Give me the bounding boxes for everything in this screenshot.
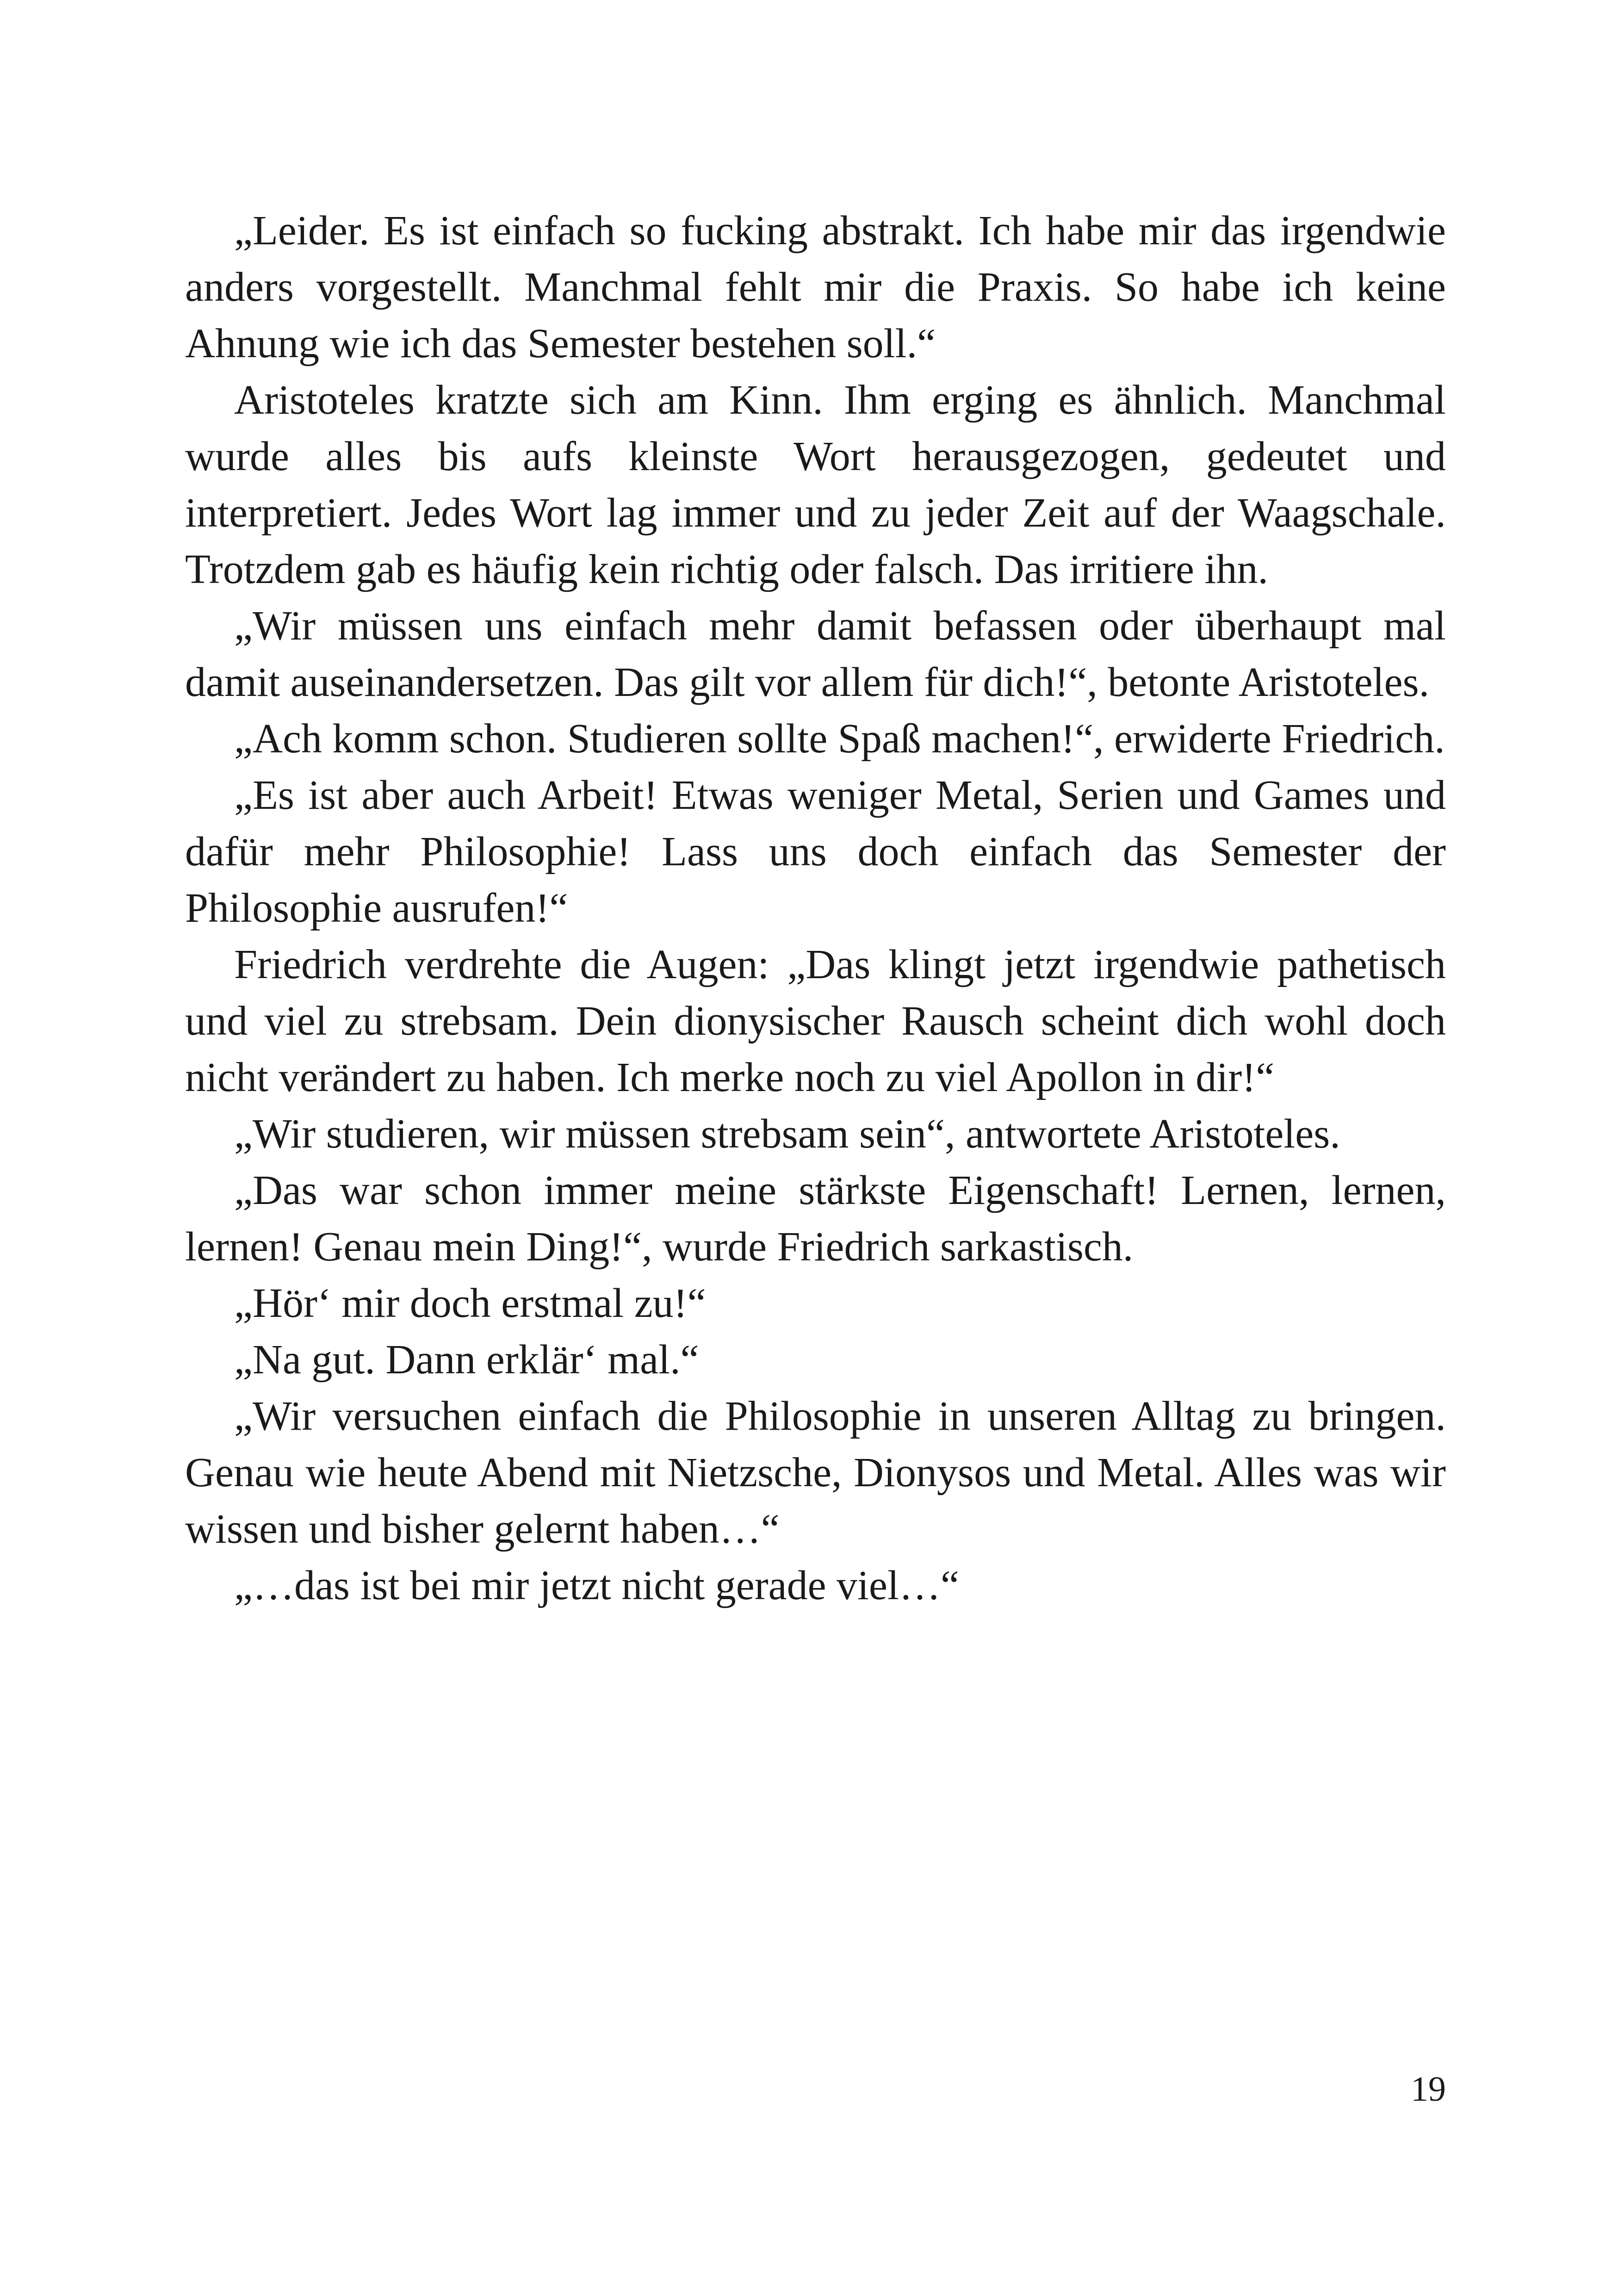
- page-number: 19: [1411, 2070, 1446, 2109]
- paragraph: Friedrich verdrehte die Augen: „Das klingt jetzt irgendwie pathetisch und viel zu strebsam. Dein dionysischer Rausch scheint dich wohl doch nicht verändert zu haben. Ich merke noch zu viel Apollon in dir!“: [185, 942, 1446, 1100]
- paragraph: „Das war schon immer meine stärkste Eigenschaft! Lernen, lernen, lernen! Genau mein Ding!“, wurde Friedrich sarkastisch.: [185, 1167, 1446, 1270]
- paragraph: „Leider. Es ist einfach so fucking abstrakt. Ich habe mir das irgendwie anders vorgestellt. Manchmal fehlt mir die Praxis. So habe ich keine Ahnung wie ich das Semester bestehen soll.“: [185, 208, 1446, 366]
- paragraph: Aristoteles kratzte sich am Kinn. Ihm erging es ähnlich. Manchmal wurde alles bis aufs kleinste Wort herausgezogen, gedeutet und interpretiert. Jedes Wort lag immer und zu jeder Zeit auf der Waagschale. Trotzdem gab es häufig kein richtig oder falsch. Das irritiere ihn.: [185, 377, 1446, 592]
- paragraph: „Ach komm schon. Studieren sollte Spaß machen!“, erwiderte Friedrich.: [234, 716, 1445, 762]
- paragraph: „Wir studieren, wir müssen strebsam sein“, antwortete Aristoteles.: [234, 1111, 1340, 1157]
- paragraph: „Wir müssen uns einfach mehr damit befassen oder überhaupt mal damit auseinandersetzen. Das gilt vor allem für dich!“, betonte Aristoteles.: [185, 603, 1446, 705]
- body-text: [185, 203, 1446, 1614]
- paragraph: „Hör‘ mir doch erstmal zu!“: [234, 1280, 706, 1326]
- paragraph: „Wir versuchen einfach die Philosophie in unseren Alltag zu bringen. Genau wie heute Abend mit Nietzsche, Dionysos und Metal. Alles was wir wissen und bisher gelernt haben…“: [185, 1393, 1446, 1552]
- paragraph: „Es ist aber auch Arbeit! Etwas weniger Metal, Serien und Games und dafür mehr Philosophie! Lass uns doch einfach das Semester der Philosophie ausrufen!“: [185, 772, 1446, 931]
- paragraph: „…das ist bei mir jetzt nicht gerade viel…“: [234, 1563, 959, 1608]
- paragraph: „Na gut. Dann erklär‘ mal.“: [234, 1337, 699, 1383]
